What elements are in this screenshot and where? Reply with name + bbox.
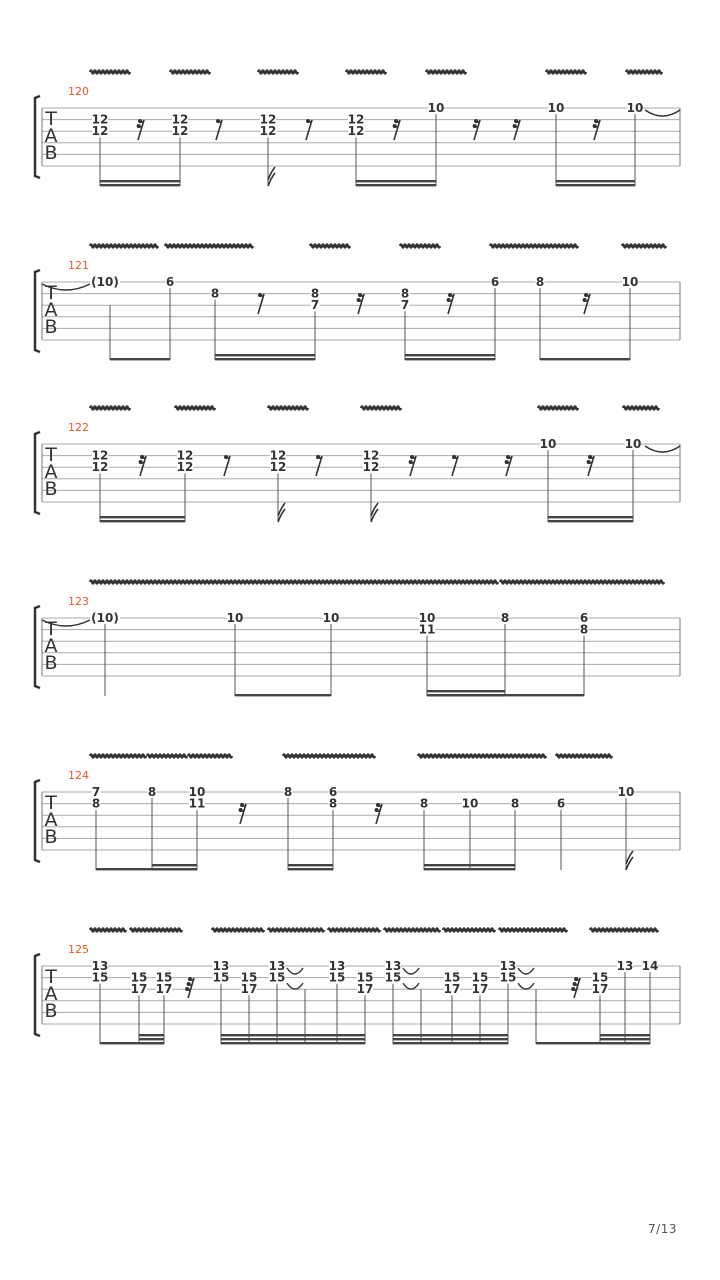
fret-number: 8	[328, 796, 338, 811]
beam	[427, 694, 505, 696]
beam	[100, 184, 180, 186]
fret-number: 17	[356, 982, 374, 997]
rest-8	[216, 119, 222, 140]
vibrato-mark	[175, 407, 215, 410]
system-120	[35, 71, 680, 187]
system-125	[35, 929, 680, 1045]
fret-number: 8	[310, 286, 320, 301]
beam	[139, 1042, 164, 1044]
vibrato-mark	[443, 929, 495, 932]
vibrato-mark	[622, 245, 666, 248]
fret-number: 15	[443, 970, 461, 985]
vibrato-mark	[538, 407, 578, 410]
fret-number: 17	[591, 982, 609, 997]
vibrato-mark	[384, 929, 440, 932]
beam	[235, 694, 331, 696]
fret-number: 12	[362, 460, 380, 475]
tab-clef-letter: B	[44, 316, 58, 338]
rest-8	[306, 119, 312, 140]
rest-16	[357, 293, 364, 314]
vibrato-mark	[328, 929, 380, 932]
rest-16	[393, 119, 400, 140]
vibrato-mark	[90, 407, 130, 410]
tie-arc	[287, 968, 303, 974]
fret-number: 10	[418, 611, 436, 625]
beam	[100, 516, 185, 518]
rest-8	[224, 455, 230, 476]
fret-number: (10)	[91, 275, 119, 289]
vibrato-mark	[90, 929, 126, 932]
tab-clef-letter: A	[44, 299, 58, 321]
beam	[424, 868, 515, 870]
fret-number: 6	[579, 611, 589, 625]
tie-arc	[645, 446, 680, 452]
rest-16	[375, 803, 382, 824]
fret-number: 13	[91, 959, 109, 973]
beam	[221, 1042, 365, 1044]
beam	[548, 516, 633, 518]
beam	[288, 864, 333, 866]
fret-number: 13	[616, 959, 634, 973]
fret-number: 17	[240, 982, 258, 997]
vibrato-mark	[268, 407, 308, 410]
tab-clef-letter: B	[44, 826, 58, 848]
fret-number: 10	[188, 785, 206, 799]
fret-number: 8	[579, 622, 589, 637]
fret-number: 8	[210, 286, 220, 301]
fret-number: 12	[91, 124, 109, 139]
tie-arc	[403, 983, 419, 989]
tab-clef-letter: T	[45, 618, 57, 640]
fret-number: 12	[91, 448, 109, 463]
vibrato-mark	[361, 407, 401, 410]
vibrato-mark	[490, 245, 578, 248]
rest-16	[409, 455, 416, 476]
beam	[100, 180, 180, 182]
fret-number: 8	[400, 286, 410, 301]
rest-16	[583, 293, 590, 314]
beam	[405, 354, 495, 356]
fret-number: 10	[539, 437, 557, 451]
fret-number: 7	[400, 298, 410, 313]
fret-number: 10	[621, 275, 639, 289]
fret-number: 12	[347, 112, 365, 127]
rest-16	[513, 119, 520, 140]
tab-clef-letter: A	[44, 461, 58, 483]
vibrato-mark	[499, 929, 567, 932]
fret-number: 15	[240, 970, 258, 985]
tie-arc	[645, 110, 680, 116]
fret-number: 6	[328, 785, 338, 799]
fret-number: 13	[499, 959, 517, 973]
system-bracket	[35, 270, 40, 352]
beam	[424, 864, 515, 866]
measure-number: 123	[68, 595, 89, 608]
fret-number: 15	[130, 970, 148, 985]
fret-number: 10	[427, 101, 445, 115]
fret-number: 11	[418, 622, 436, 637]
beam	[356, 184, 436, 186]
beam	[540, 358, 630, 360]
fret-number: 7	[91, 785, 101, 799]
vibrato-mark	[623, 407, 659, 410]
measure-number: 121	[68, 259, 89, 272]
vibrato-mark	[90, 245, 158, 248]
vibrato-mark	[147, 755, 187, 758]
fret-number: 15	[499, 970, 517, 985]
fret-number: 12	[259, 112, 277, 127]
vibrato-mark	[130, 929, 182, 932]
fret-number: 15	[268, 970, 286, 985]
beam	[393, 1038, 508, 1040]
system-bracket	[35, 780, 40, 862]
beam	[393, 1042, 508, 1044]
rest-32	[571, 977, 580, 998]
tab-clef-letter: T	[45, 282, 57, 304]
fret-number: 17	[471, 982, 489, 997]
fret-number: 15	[328, 970, 346, 985]
beam	[215, 354, 315, 356]
note-flag	[278, 509, 285, 522]
fret-number: 12	[171, 112, 189, 127]
beam	[100, 520, 185, 522]
fret-number: 15	[155, 970, 173, 985]
beam	[600, 1038, 650, 1040]
rest-16	[137, 119, 144, 140]
rest-8	[316, 455, 322, 476]
vibrato-mark	[258, 71, 298, 74]
vibrato-mark	[90, 71, 130, 74]
tab-clef-letter: B	[44, 652, 58, 674]
rest-16	[239, 803, 246, 824]
vibrato-mark	[283, 755, 375, 758]
fret-number: 14	[641, 959, 659, 973]
beam	[548, 520, 633, 522]
rest-8	[258, 293, 264, 314]
fret-number: 12	[362, 448, 380, 463]
rest-16	[447, 293, 454, 314]
system-bracket	[35, 432, 40, 514]
fret-number: 12	[347, 124, 365, 139]
fret-number: 12	[91, 112, 109, 127]
tab-clef-letter: T	[45, 966, 57, 988]
fret-number: 6	[165, 275, 175, 289]
vibrato-mark	[556, 755, 612, 758]
fret-number: 8	[147, 785, 157, 799]
vibrato-mark	[590, 929, 658, 932]
fret-number: 12	[259, 124, 277, 139]
beam	[556, 184, 635, 186]
beam	[600, 1034, 650, 1036]
fret-number: 8	[283, 785, 293, 799]
fret-number: 10	[624, 437, 642, 451]
vibrato-mark	[90, 581, 418, 584]
vibrato-mark	[346, 71, 386, 74]
system-124	[35, 755, 680, 871]
fret-number: 8	[500, 611, 510, 625]
fret-number: 8	[510, 796, 520, 811]
beam	[405, 358, 495, 360]
system-121	[35, 245, 680, 361]
tab-clef-letter: B	[44, 478, 58, 500]
note-flag	[268, 173, 275, 186]
beam	[288, 868, 333, 870]
fret-number: 12	[176, 460, 194, 475]
fret-number: 10	[461, 796, 479, 811]
fret-number: 10	[547, 101, 565, 115]
fret-number: 10	[617, 785, 635, 799]
beam	[356, 180, 436, 182]
fret-number: 15	[384, 970, 402, 985]
vibrato-mark	[426, 71, 466, 74]
fret-number: 15	[591, 970, 609, 985]
system-bracket	[35, 96, 40, 178]
fret-number: 12	[176, 448, 194, 463]
tie-arc	[287, 983, 303, 989]
rest-16	[473, 119, 480, 140]
system-bracket	[35, 954, 40, 1036]
beam	[221, 1034, 365, 1036]
tie-arc	[403, 968, 419, 974]
rest-32	[185, 977, 194, 998]
fret-number: 15	[471, 970, 489, 985]
measure-number: 120	[68, 85, 89, 98]
beam	[152, 868, 197, 870]
fret-number: 10	[626, 101, 644, 115]
beam	[393, 1034, 508, 1036]
beam	[139, 1034, 164, 1036]
fret-number: 17	[130, 982, 148, 997]
fret-number: 17	[155, 982, 173, 997]
beam	[600, 1042, 650, 1044]
tab-clef-letter: B	[44, 1000, 58, 1022]
fret-number: 17	[443, 982, 461, 997]
fret-number: 15	[356, 970, 374, 985]
vibrato-mark	[626, 71, 662, 74]
beam	[427, 690, 505, 692]
vibrato-mark	[418, 755, 546, 758]
tie-arc	[518, 983, 534, 989]
fret-number: (10)	[91, 611, 119, 625]
tab-clef-letter: T	[45, 792, 57, 814]
vibrato-mark	[170, 71, 210, 74]
rest-16	[505, 455, 512, 476]
note-flag	[626, 857, 633, 870]
fret-number: 6	[490, 275, 500, 289]
system-bracket	[35, 606, 40, 688]
system-122	[35, 407, 680, 523]
tie-arc	[518, 968, 534, 974]
beam	[110, 358, 170, 360]
vibrato-mark	[188, 755, 232, 758]
rest-16	[587, 455, 594, 476]
fret-number: 15	[91, 970, 109, 985]
page-number: 7/13	[648, 1222, 677, 1236]
fret-number: 10	[226, 611, 244, 625]
tab-clef-letter: A	[44, 809, 58, 831]
note-flag	[371, 509, 378, 522]
rest-8	[452, 455, 458, 476]
measure-number: 125	[68, 943, 89, 956]
rest-16	[139, 455, 146, 476]
vibrato-mark	[268, 929, 324, 932]
fret-number: 13	[384, 959, 402, 973]
fret-number: 13	[212, 959, 230, 973]
vibrato-mark	[90, 755, 146, 758]
beam	[221, 1038, 365, 1040]
tab-clef-letter: T	[45, 444, 57, 466]
beam	[556, 180, 635, 182]
fret-number: 7	[310, 298, 320, 313]
rest-16	[593, 119, 600, 140]
fret-number: 6	[556, 796, 566, 811]
fret-number: 12	[91, 460, 109, 475]
tab-clef-letter: B	[44, 142, 58, 164]
tab-clef-letter: T	[45, 108, 57, 130]
fret-number: 8	[419, 796, 429, 811]
tab-clef-letter: A	[44, 125, 58, 147]
beam	[152, 864, 197, 866]
vibrato-mark	[212, 929, 264, 932]
measure-number: 124	[68, 769, 89, 782]
beam	[215, 358, 315, 360]
fret-number: 13	[268, 959, 286, 973]
fret-number: 8	[535, 275, 545, 289]
vibrato-mark	[165, 245, 253, 248]
fret-number: 15	[212, 970, 230, 985]
fret-number: 12	[171, 124, 189, 139]
tab-clef-letter: A	[44, 635, 58, 657]
fret-number: 10	[322, 611, 340, 625]
fret-number: 12	[269, 448, 287, 463]
vibrato-mark	[418, 581, 498, 584]
fret-number: 13	[328, 959, 346, 973]
vibrato-mark	[400, 245, 440, 248]
beam	[139, 1038, 164, 1040]
measure-number: 122	[68, 421, 89, 434]
vibrato-mark	[500, 581, 664, 584]
fret-number: 12	[269, 460, 287, 475]
fret-number: 8	[91, 796, 101, 811]
tab-clef-letter: A	[44, 983, 58, 1005]
system-123	[35, 581, 680, 697]
fret-number: 11	[188, 796, 206, 811]
vibrato-mark	[546, 71, 586, 74]
vibrato-mark	[310, 245, 350, 248]
